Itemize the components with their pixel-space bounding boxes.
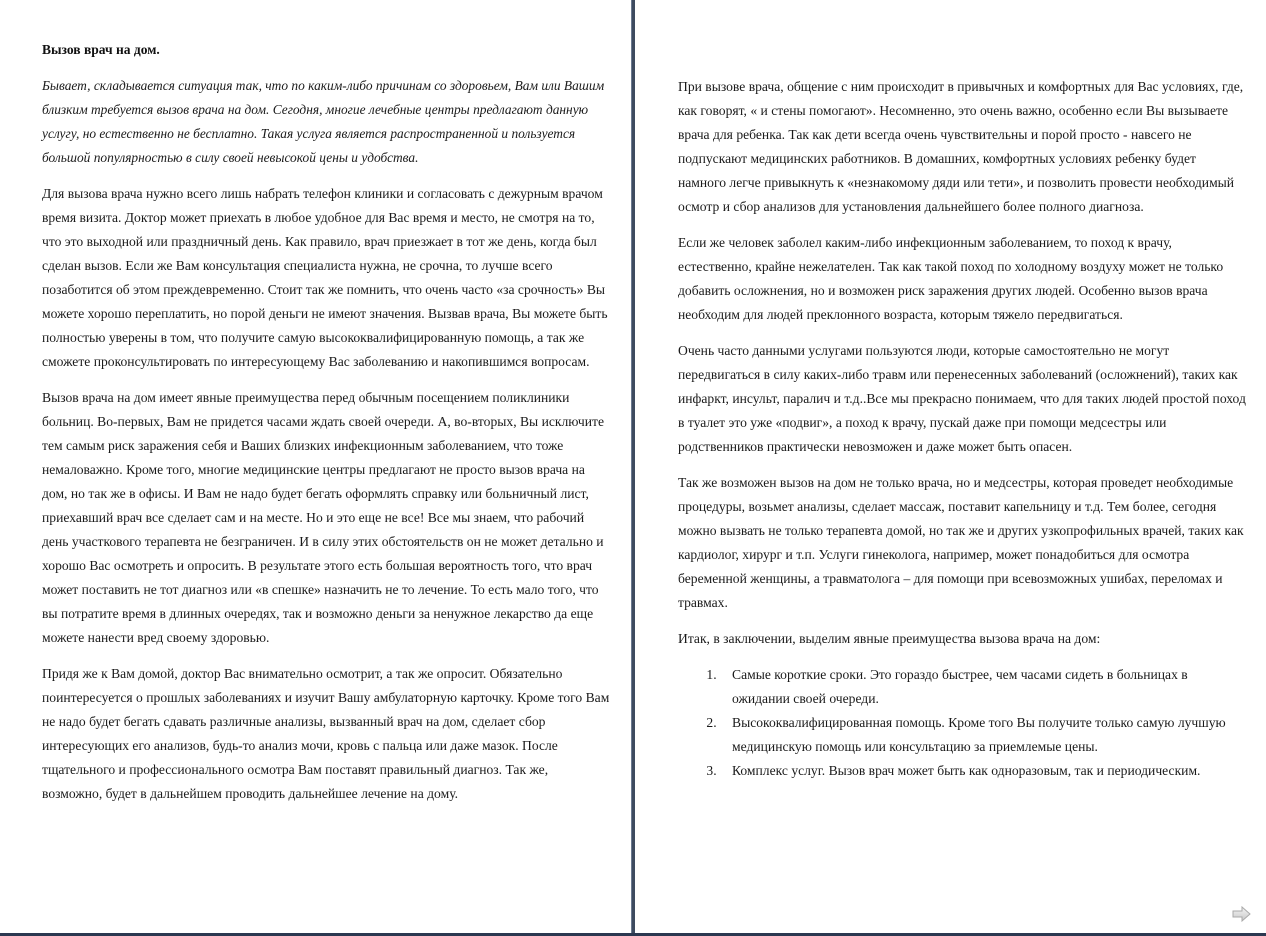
paragraph: Очень часто данными услугами пользуются люди, которые самостоятельно не могут передвигаться в силу каких-либо травм или перенесенных заболеваний (осложнений), таких как инфаркт, инсульт, паралич и т.д..Все мы прекрасно понимаем, что для таких людей простой поход в туалет это уже «подвиг», а поход к врачу, пускай даже при помощи медсестры или родственников практически невозможен и даже может быть опасен. (678, 343, 1246, 454)
left-page (0, 0, 631, 932)
paragraph: Для вызова врача нужно всего лишь набрать телефон клиники и согласовать с дежурным врачом время визита. Доктор может приехать в любое удобное для Вас время и место, не смотря на то, что это выходной или праздничный день. Как правило, врач приезжает в тот же день, когда был сделан вызов. Если же Вам консультация специалиста нужна, не срочна, то лучше всего позаботится об этом преждевременно. Стоит так же помнить, что очень часто «за срочность» Вы можете хорошо переплатить, но порой деньги не имеют значения. Вызвав врача, Вы можете быть полностью уверены в том, что получите самую высококвалифицированную помощь, а так же сможете проконсультировать по интересующему Вас заболеванию и накопившимся вопросам. (42, 186, 608, 369)
paragraph: Вызов врача на дом имеет явные преимущества перед обычным посещением поликлиники больниц. Во-первых, Вам не придется часами ждать своей очереди. А, во-вторых, Вы исключите тем самым риск заражения себя и Ваших близких инфекционным заболеванием, что тоже немаловажно. Кроме того, многие медицинские центры предлагают не просто вызов врача на дом, но так же в офисы. И Вам не надо будет бегать оформлять справку или больничный лист, приехавший врач все сделает сам и на месте. Но и это еще не все! Все мы знаем, что рабочий день участкового терапевта не безграничен. И в силу этих обстоятельств он не может детально и хорошо Вас осмотреть и опросить. В результате этого есть большая вероятность того, что врач может поставить не тот диагноз или «в спешке» назначить не то лечение. То есть мало того, что вы потратите время в длинных очередях, так и возможно деньги за ненужное лекарство да еще можете нанести вред своему здоровью. (42, 390, 605, 645)
list-item: 2. Высококвалифицированная помощь. Кроме того Вы получите только самую лучшую медицинскую помощь или консультацию за приемлемые цены. (720, 711, 1246, 759)
list-item: 3. Комплекс услуг. Вызов врач может быть как одноразовым, так и периодическим. (720, 759, 1246, 783)
intro-paragraph: Бывает, складывается ситуация так, что по каким-либо причинам со здоровьем, Вам или Вашим близким требуется вызов врача на дом. Сегодня, многие лечебные центры предлагают данную услугу, но естественно не бесплатно. Такая услуга является распространенной и пользуется большой популярностью в силу своей невысокой цены и удобства. (42, 78, 605, 165)
right-arrow-icon[interactable] (1232, 906, 1252, 922)
document-title: Вызов врач на дом. (42, 42, 160, 57)
paragraph: Если же человек заболел каким-либо инфекционным заболеванием, то поход к врачу, естественно, крайне нежелателен. Так как такой поход по холодному воздуху может не только добавить осложнения, но и возможен риск заражения других людей. Особенно вызов врача необходим для людей преклонного возраста, которым тяжело передвигаться. (678, 235, 1224, 322)
right-page (635, 0, 1266, 932)
advantages-list (678, 663, 1246, 783)
list-item: 1. Самые короткие сроки. Это гораздо быстрее, чем часами сидеть в больницах в ожидании своей очереди. (720, 663, 1246, 711)
paragraph: Придя же к Вам домой, доктор Вас внимательно осмотрит, а так же опросит. Обязательно поинтересуется о прошлых заболеваниях и изучит Вашу амбулаторную карточку. Кроме того Вам не надо будет бегать сдавать различные анализы, вызванный врач на дом, сделает сбор интересующих его анализов, будь-то анализ мочи, кровь с пальца или даже мазок. После тщательного и профессионального осмотра Вам поставят правильный диагноз. Так же, возможно, будет в дальнейшем проводить дальнейшее лечение на дому. (42, 666, 610, 801)
conclusion-intro: Итак, в заключении, выделим явные преимущества вызова врача на дом: (678, 631, 1101, 646)
paragraph: При вызове врача, общение с ним происходит в привычных и комфортных для Вас условиях, где, как говорят, « и стены помогают». Несомненно, это очень важно, особенно если Вы вызываете врача для ребенка. Так как дети всегда очень чувствительны и порой просто - навсего не подпускают медицинских работников. В домашних, комфортных условиях ребенку будет намного легче привыкнуть к «незнакомому дяди или тети», и позволить провести необходимый осмотр и сбор анализов для установления дальнейшего более полного диагноза. (678, 79, 1244, 214)
paragraph: Так же возможен вызов на дом не только врача, но и медсестры, которая проведет необходимые процедуры, возьмет анализы, сделает массаж, поставит капельницу и т.д. Тем более, сегодня можно вызвать не только терапевта домой, но так же и других узкопрофильных врачей, таких как кардиолог, хирург и т.п. Услуги гинеколога, например, может понадобиться для осмотра беременной женщины, а травматолога – для помощи при всевозможных ушибах, переломах и травмах. (678, 475, 1244, 610)
